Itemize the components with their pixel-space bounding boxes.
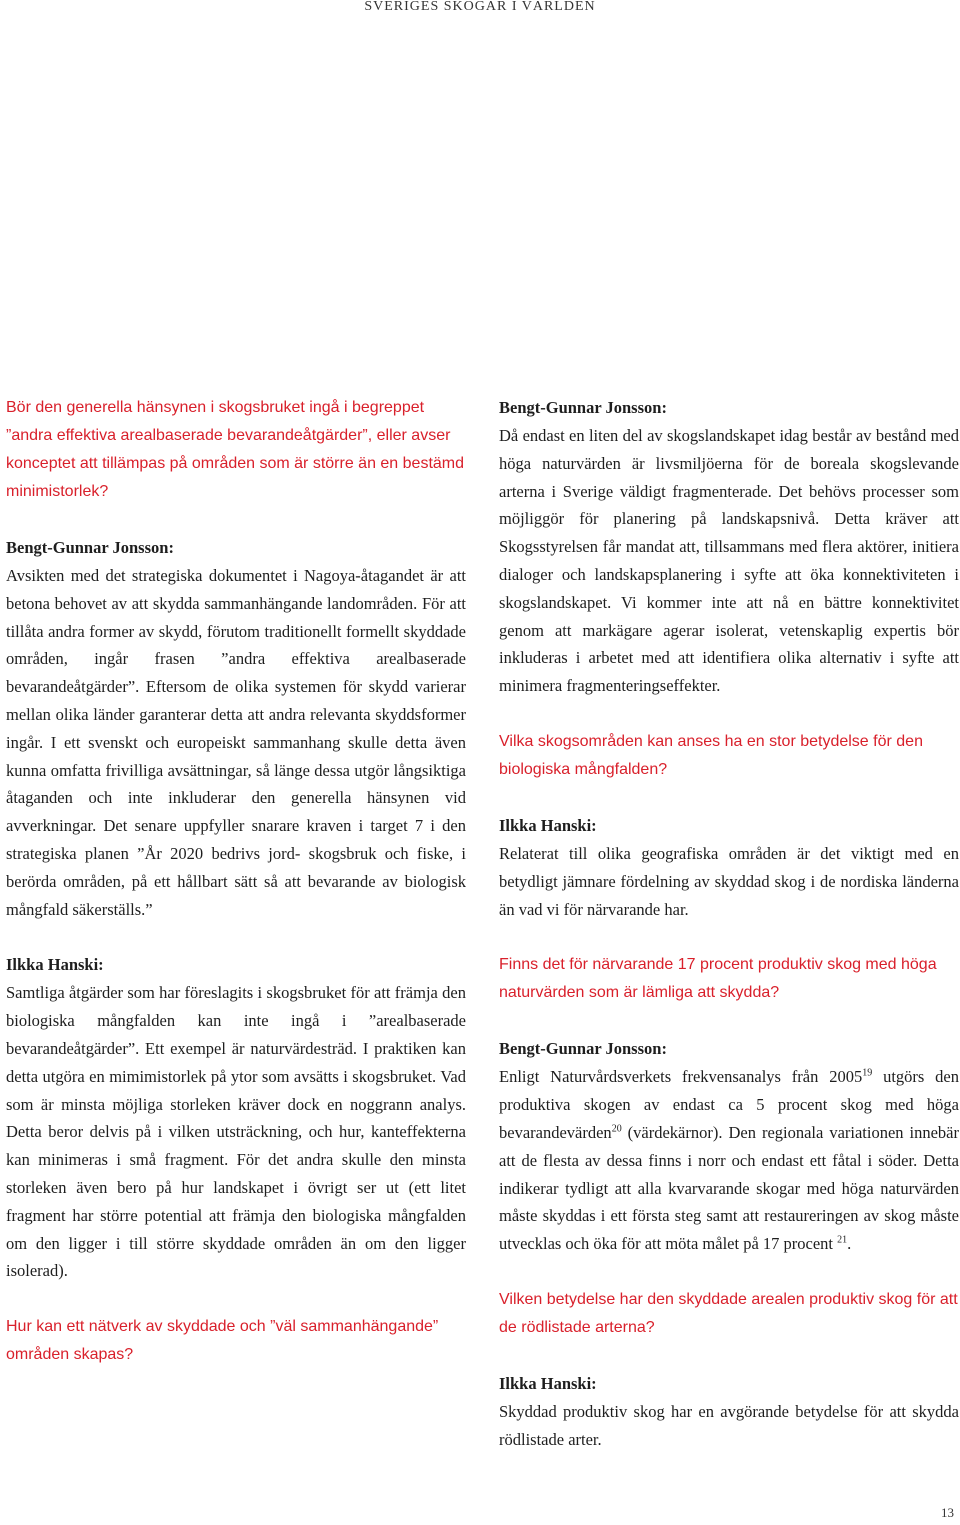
speaker-name: Ilkka Hanski: [499, 815, 597, 835]
spacer [6, 923, 466, 951]
answer-text [499, 1063, 959, 1258]
question-4: Finns det för närvarande 17 procent produktiv skog med höga naturvärden som är lämliga att skydda? [499, 956, 937, 1002]
speaker-name: Ilkka Hanski: [6, 955, 104, 975]
spacer [499, 923, 959, 951]
running-header: SVERIGES SKOGAR I VÄRLDEN [364, 0, 596, 14]
answer-text: Då endast en liten del av skogslandskapet idag består av bestånd med höga naturvärden är livsmiljöerna för de boreala skogslevande arterna i Sverige väldigt fragmenterade. Det behövs processer som möjliggör för planering på landskapsnivå. Detta kräver att Skogsstyrelsen får mandat att, tillsammans med flera aktörer, initiera dialoger och landskapsplanering i syfte att öka konnektiviteten i skogslandskapet. Vi kommer inte att nå en bättre konnektivitet genom att markägare agerar isolerat, vetenskaplig expertis bör inkluderas i arbetet med att identifiera olika alternativ i syfte att minimera fragmenteringseffekter. [499, 426, 959, 696]
question-1: Bör den generella hänsynen i skogsbruket ingå i begreppet ”andra effektiva arealbaserade bevarandeåtgärder”, eller avser konceptet att tillämpas på områden som är större än en bestämd minimistorlek? [6, 399, 465, 500]
speaker-name: Bengt-Gunnar Jonsson: [499, 1039, 667, 1059]
answer-segment: . [847, 1234, 852, 1254]
footnote-ref: 21 [837, 1234, 848, 1246]
footnote-ref: 20 [611, 1123, 622, 1135]
spacer [499, 1258, 959, 1286]
left-column [6, 394, 466, 1369]
spacer [6, 506, 466, 534]
footnote-ref: 19 [862, 1067, 873, 1079]
spacer [499, 1007, 959, 1035]
question-5: Vilken betydelse har den skyddade arealen produktiv skog för att de rödlistade arterna? [499, 1290, 958, 1336]
question-3: Vilka skogsområden kan anses ha en stor betydelse för den biologiska mångfalden? [499, 732, 923, 778]
spacer [499, 1342, 959, 1370]
answer-text: Avsikten med det strategiska dokumentet i Nagoya-åtagandet är att betona behovet av att skydda sammanhängande landområden. För att tillåta andra former av skydd, förutom traditionellt formellt skyddade områden, ingår frasen ”andra effektiva arealbaserade bevarandeåtgärder”. Eftersom de olika systemen för skydd varierar mellan olika länder garanterar detta att andra relevanta skyddsformer ingår. I ett svenskt och europeiskt sammanhang skulle detta även kunna omfatta frivilliga avsättningar, så länge dessa utgör långsiktiga åtaganden och inte inkluderar den generella hänsynen vid avverkningar. Det senare uppfyller snarare kraven i target 7 i den strategiska planen ”År 2020 bedrivs jord- skogsbruk och fiske, i berörda områden, på ett hållbart sätt så att bevarande av biologisk mångfald säkerställs.” [6, 566, 466, 919]
answer-segment: utgörs den produktiva skogen av endast ca 5 procent skog med höga bevarandevärden [499, 1067, 959, 1142]
answer-text: Skyddad produktiv skog har en avgörande betydelse för att skydda rödlistade arter. [499, 1401, 959, 1449]
speaker-name: Bengt-Gunnar Jonsson: [499, 398, 667, 417]
answer-segment: Enligt Naturvårdsverkets frekvensanalys från 2005 [499, 1067, 863, 1087]
question-2: Hur kan ett nätverk av skyddade och ”väl sammanhängande” områden skapas? [6, 1318, 439, 1364]
speaker-name: Ilkka Hanski: [499, 1373, 597, 1393]
answer-text: Relaterat till olika geografiska områden är det viktigt med en betydligt jämnare fördelning av skyddad skog i de nordiska länderna än vad vi för närvarande har. [499, 843, 959, 919]
spacer [499, 700, 959, 728]
spacer [499, 784, 959, 812]
answer-text: Samtliga åtgärder som har föreslagits i skogsbruket för att främja den biologiska mångfalden kan inte ingå i ”arealbaserade bevarandeåtgärder”. Ett exempel är naturvärdesträd. I praktiken kan detta utgöra en mimimistorlek på ytor som avsätts i skogsbruket. Vad som är minsta möjliga storleken kräver dock en noggrann analys. Detta beror delvis på i vilken utsträckning, och hur, kanteffekterna kan minimeras i små fragment. För det andra skulle den minsta storleken även bero på hur landskapet i övrigt ser ut (ett litet fragment har större potential att främja den biologiska mångfalden om den ligger i till större skyddade områden än om den ligger isolerad). [6, 983, 466, 1281]
answer-segment: (värdekärnor). Den regionala variationen innebär att de flesta av dessa finns i norr och endast ett fåtal i söder. Detta indikerar tydligt att alla kvarvarande skogar med höga naturvärden måste skyddas i ett första steg samt att restaureringen av skog måste utvecklas och öka för att möta målet på 17 procent [499, 1122, 959, 1254]
page-number: 13 [941, 1505, 954, 1520]
right-column [499, 394, 959, 1454]
spacer [6, 1285, 466, 1313]
speaker-name: Bengt-Gunnar Jonsson: [6, 538, 174, 557]
